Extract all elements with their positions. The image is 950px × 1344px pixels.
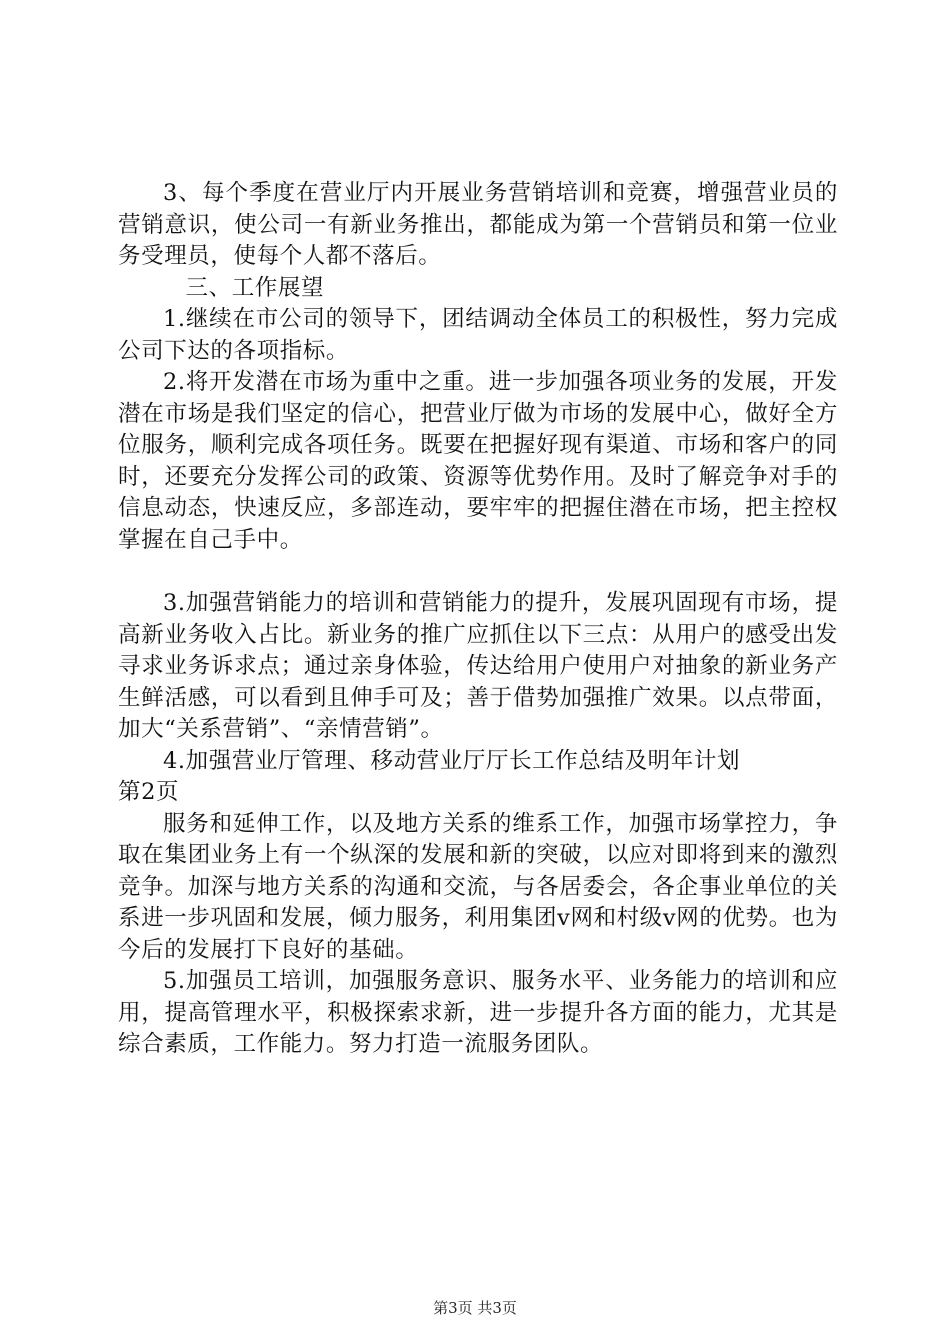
paragraph-item-3-training: 3、每个季度在营业厅内开展业务营销培训和竞赛，增强营业员的营销意识，使公司一有新业务推出，都能成为第一个营销员和第一位业务受理员，使每个人都不落后。 bbox=[118, 180, 838, 269]
paragraph-outlook-3: 3.加强营销能力的培训和营销能力的提升，发展巩固现有市场，提高新业务收入占比。新业务的推广应抓住以下三点：从用户的感受出发寻求业务诉求点；通过亲身体验，传达给用户使用户对抽象的新业务产生鲜活感，可以看到且伸手可及；善于借势加强推广效果。以点带面，加大“关系营销”、“亲情营销”。 bbox=[118, 590, 838, 742]
paragraph-outlook-5: 5.加强员工培训，加强服务意识、服务水平、业务能力的培训和应用，提高管理水平，积极探索求新，进一步提升各方面的能力，尤其是综合素质，工作能力。努力打造一流服务团队。 bbox=[118, 968, 838, 1057]
inline-page-marker: 第2页 bbox=[118, 779, 180, 805]
paragraph-outlook-1: 1.继续在市公司的领导下，团结调动全体员工的积极性，努力完成公司下达的各项指标。 bbox=[118, 306, 838, 364]
paragraph-outlook-4-continued: 服务和延伸工作，以及地方关系的维系工作，加强市场掌控力，争取在集团业务上有一个纵深的发展和新的突破，以应对即将到来的激烈竞争。加深与地方关系的沟通和交流，与各居委会，各企事业单位的关系进一步巩固和发展，倾力服务，利用集团v网和村级v网的优势。也为今后的发展打下良好的基础。 bbox=[118, 810, 838, 963]
paragraph-outlook-4: 4.加强营业厅管理、移动营业厅厅长工作总结及明年计划 bbox=[163, 747, 741, 774]
document-body bbox=[118, 178, 838, 1061]
page-footer: 第3页 共3页 bbox=[433, 1299, 517, 1317]
section-heading-outlook: 三、工作展望 bbox=[185, 274, 325, 301]
paragraph-gap bbox=[118, 556, 838, 588]
paragraph-outlook-2: 2.将开发潜在市场为重中之重。进一步加强各项业务的发展，开发潜在市场是我们坚定的信心，把营业厅做为市场的发展中心，做好全方位服务，顺利完成各项任务。既要在把握好现有渠道、市场和客户的同时，还要充分发挥公司的政策、资源等优势作用。及时了解竞争对手的信息动态，快速反应，多部连动，要牢牢的把握住潜在市场，把主控权掌握在自己手中。 bbox=[118, 369, 838, 553]
